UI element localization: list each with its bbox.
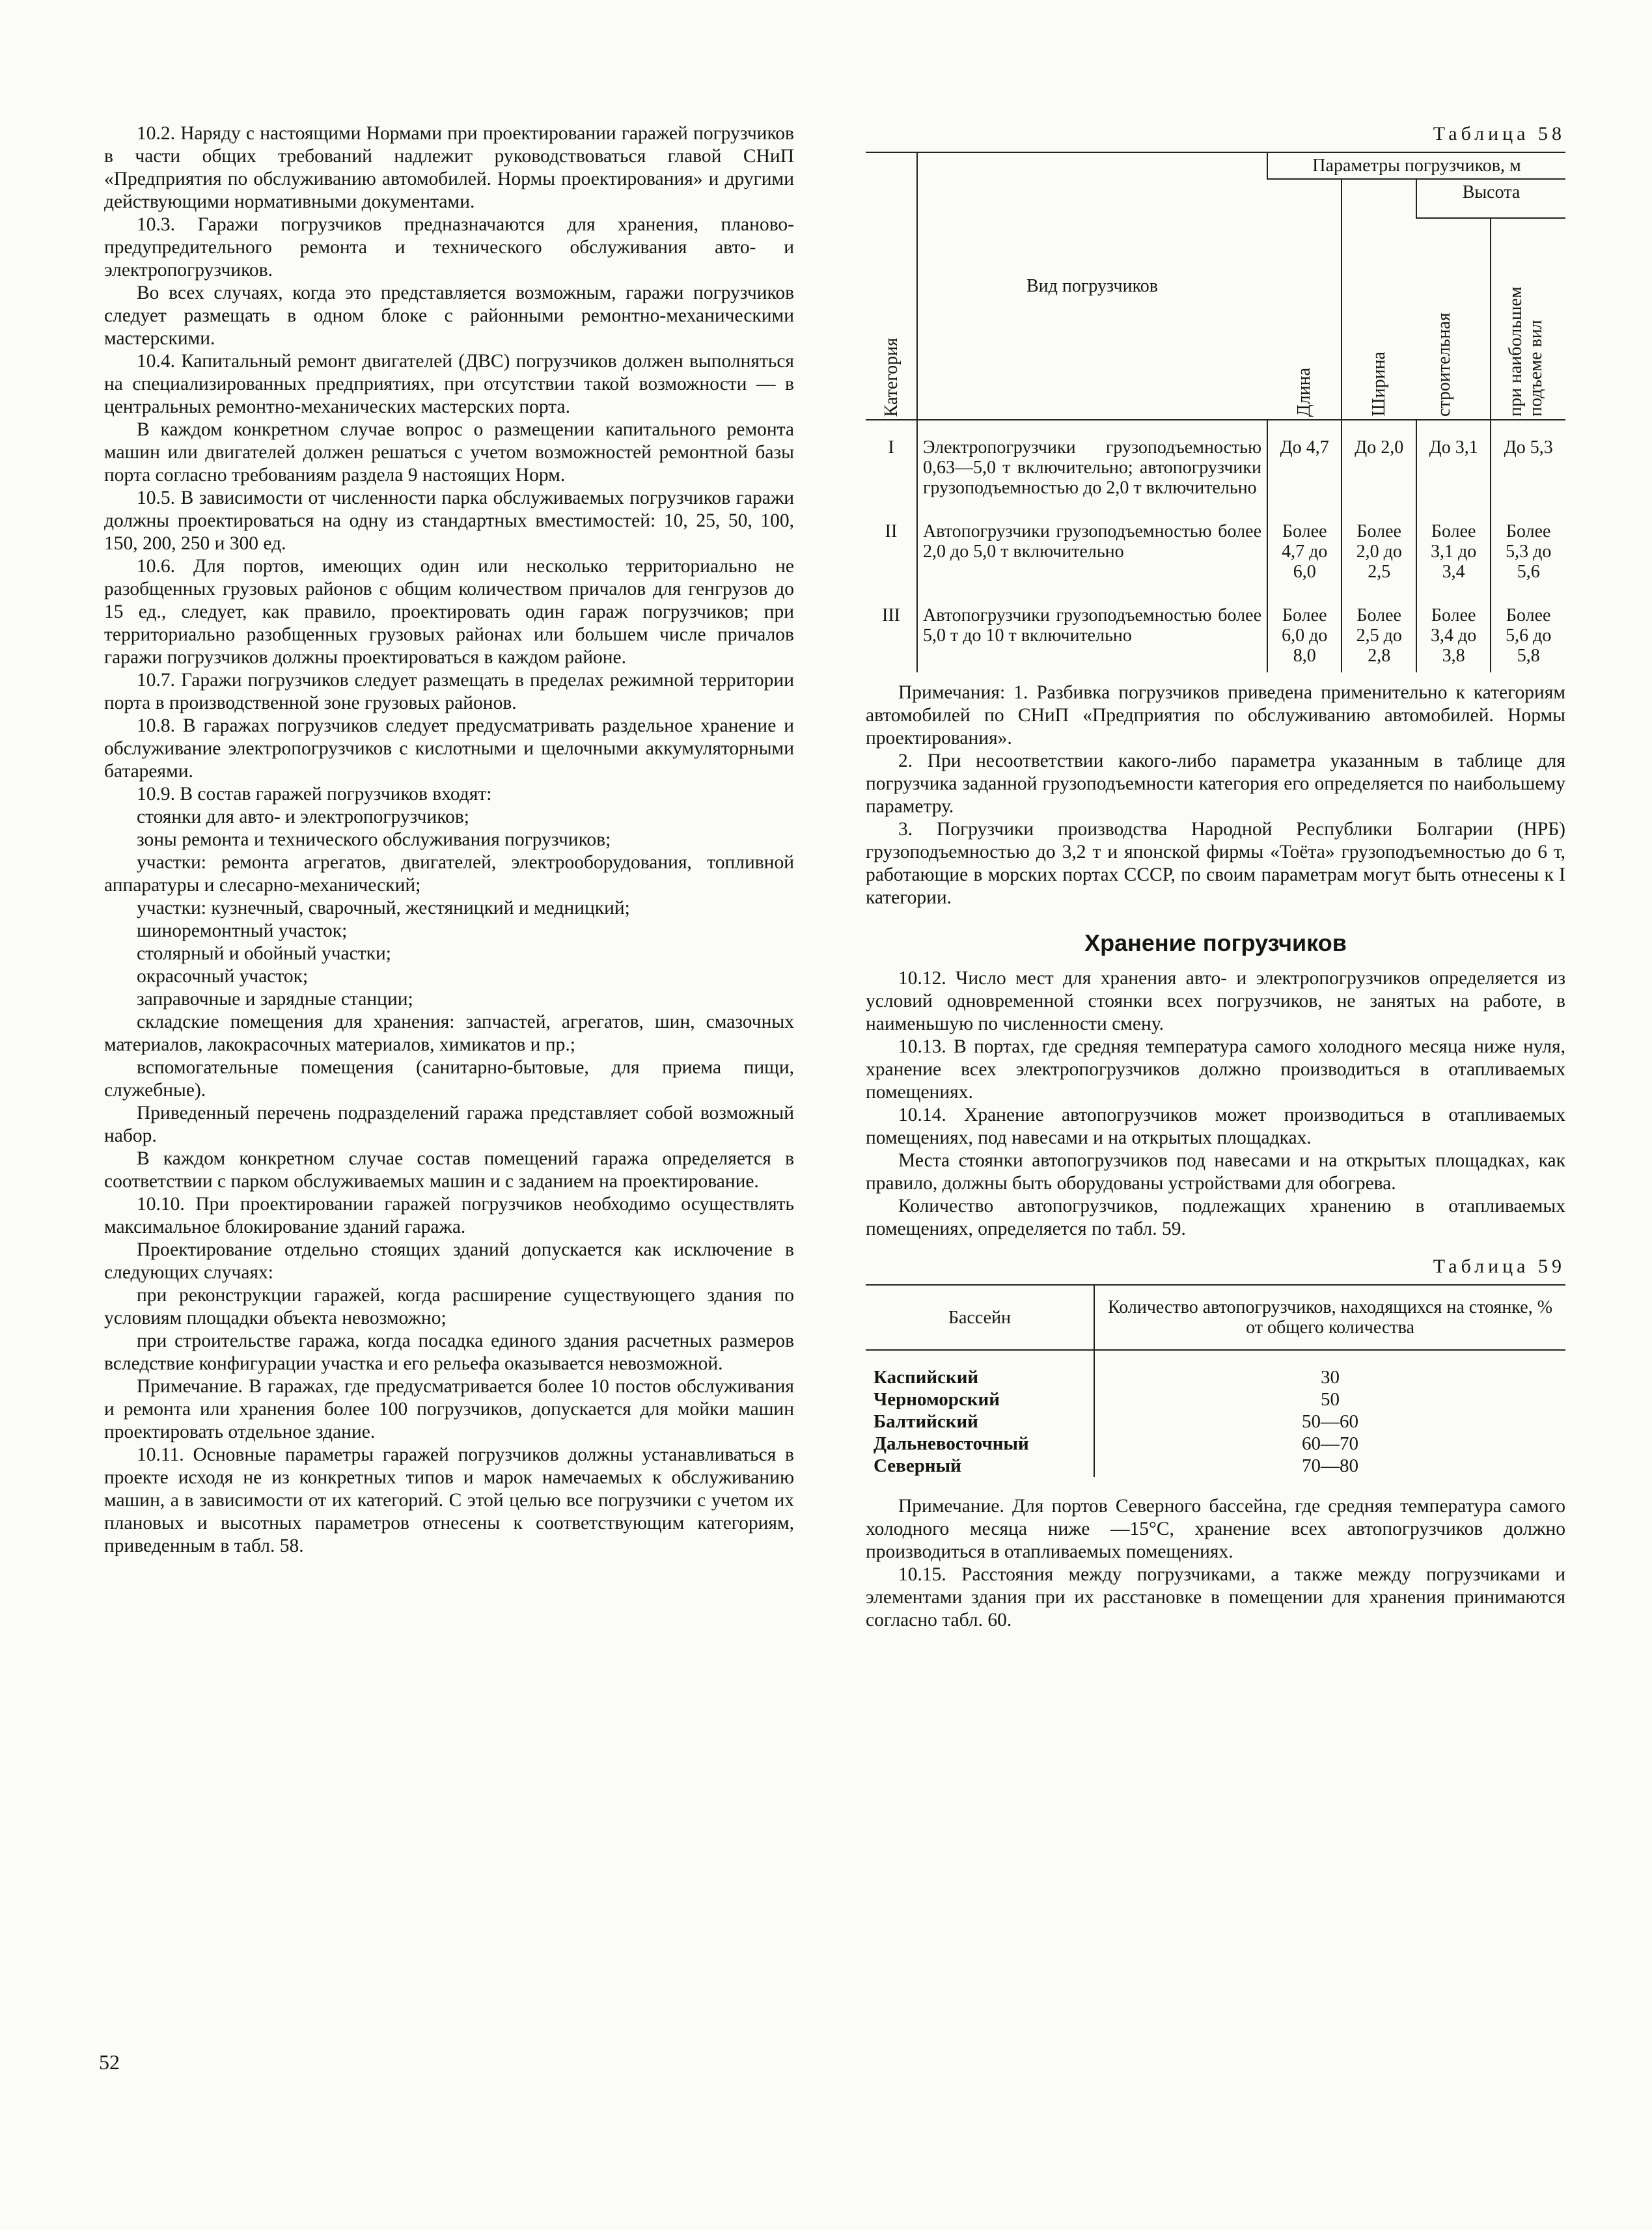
- cell-basin: Дальневосточный: [874, 1433, 1029, 1454]
- header-category: Категория: [866, 152, 917, 420]
- table-row: [866, 588, 1565, 672]
- page-number: 52: [99, 2050, 120, 2074]
- note: 3. Погрузчики производства Народной Республики Болгарии (НРБ) грузоподъемностью до 3,2 т и японской фирмы «Тоёта» грузоподъемностью до 6 т, работающие в морских портах СССР, по своим параметрам могут быть отнесены к I категории.: [866, 819, 1565, 908]
- paragraph: 10.8. В гаражах погрузчиков следует предусматривать раздельное хранение и обслуживание электропогрузчиков с кислотными и щелочными аккумуляторными батареями.: [104, 715, 794, 782]
- note: 2. При несоответствии какого-либо параметра указанным в таблице для погрузчика заданной грузоподъемности категория его определяется по наибольшему параметру.: [866, 750, 1565, 817]
- paragraph: 10.4. Капитальный ремонт двигателей (ДВС) погрузчиков должен выполняться на специализированных предприятиях, при отсутствии такой возможности — в центральных ремонтно-механических мастерских порта.: [104, 351, 794, 417]
- cell-value: 50—60: [1094, 1411, 1565, 1433]
- cell-value: 60—70: [1094, 1433, 1565, 1455]
- cell-width: До 2,0: [1342, 420, 1416, 504]
- list-item: участки: ремонта агрегатов, двигателей, электрооборудования, топливной аппаратуры и слесарно-механический;: [104, 852, 794, 896]
- list-item: вспомогательные помещения (санитарно-бытовые, для приема пищи, служебные).: [104, 1057, 794, 1101]
- cell-value: 30: [1094, 1350, 1565, 1388]
- list-item: зоны ремонта и технического обслуживания погрузчиков;: [137, 829, 611, 850]
- table-row: [866, 1411, 1565, 1433]
- cell-category: I: [888, 437, 894, 458]
- table-59-title: Таблица 59: [1433, 1256, 1565, 1277]
- cell-height-build: Более 3,4 до 3,8: [1416, 588, 1491, 672]
- paragraph: 10.15. Расстояния между погрузчиками, а также между погрузчиками и элементами здания при их расстановке в помещении для хранения принимаются согласно табл. 60.: [866, 1564, 1565, 1631]
- paragraph: В каждом конкретном случае вопрос о размещении капитального ремонта машин или двигателей должен решаться с учетом возможностей ремонтной базы порта согласно требованиям раздела 9 настоящих Норм.: [104, 419, 794, 486]
- table-row: [866, 504, 1565, 588]
- list-item: окрасочный участок;: [137, 966, 309, 987]
- paragraph: Приведенный перечень подразделений гаража представляет собой возможный набор.: [104, 1103, 794, 1146]
- cell-length: Более 4,7 до 6,0: [1267, 504, 1342, 588]
- header-quantity: Количество автопогрузчиков, находящихся на стоянке, % от общего количества: [1094, 1285, 1565, 1350]
- paragraph: 10.14. Хранение автопогрузчиков может производиться в отапливаемых помещениях, под навесами и на открытых площадках.: [866, 1105, 1565, 1148]
- header-height-lift: при наибольшем подъеме вил: [1491, 218, 1565, 420]
- paragraph: 10.13. В портах, где средняя температура самого холодного месяца ниже нуля, хранение всех электропогрузчиков должно производиться в отапливаемых помещениях.: [866, 1036, 1565, 1103]
- header-height-build: строительная: [1416, 218, 1491, 420]
- cell-basin: Каспийский: [874, 1367, 979, 1388]
- cell-kind: Электропогрузчики грузоподъемностью 0,63—5,0 т включительно; автопогрузчики грузоподъемностью до 2,0 т включительно: [917, 420, 1267, 504]
- paragraph: 10.7. Гаражи погрузчиков следует размещать в пределах режимной территории порта в производственной зоне грузовых районов.: [104, 670, 794, 713]
- cell-height-build: До 3,1: [1416, 420, 1491, 504]
- list-item: складские помещения для хранения: запчастей, агрегатов, шин, смазочных материалов, лакокрасочных материалов, химикатов и пр.;: [104, 1012, 794, 1055]
- paragraph: 10.9. В состав гаражей погрузчиков входят:: [137, 784, 492, 805]
- cell-height-lift: Более 5,6 до 5,8: [1491, 588, 1565, 672]
- paragraph: 10.6. Для портов, имеющих один или несколько территориально не разобщенных грузовых районов с общим количеством причалов для генгрузов до 15 ед., следует, как правило, проектировать один гараж погрузчиков; при территориально разобщенных грузовых районах или большем числе причалов гаражи погрузчиков должны проектироваться в каждом районе.: [104, 556, 794, 668]
- paragraph: 10.12. Число мест для хранения авто- и электропогрузчиков определяется из условий одновременной стоянки всех погрузчиков, не занятых на работе, в наименьшую по численности смену.: [866, 968, 1565, 1034]
- table-59: [866, 1284, 1565, 1477]
- table-row: [866, 1433, 1565, 1455]
- header-kind: Вид погрузчиков: [917, 152, 1267, 420]
- cell-basin: Балтийский: [874, 1411, 978, 1432]
- paragraph: В каждом конкретном случае состав помещений гаража определяется в соответствии с парком обслуживаемых машин и с заданием на проектирование.: [104, 1148, 794, 1192]
- table-row: [866, 1455, 1565, 1477]
- note: Примечания: 1. Разбивка погрузчиков приведена применительно к категориям автомобилей по СНиП «Предприятия по обслуживанию автомобилей. Нормы проектирования».: [866, 682, 1565, 749]
- cell-kind: Автопогрузчики грузоподъемностью более 2,0 до 5,0 т включительно: [917, 504, 1267, 588]
- paragraph: 10.5. В зависимости от численности парка обслуживаемых погрузчиков гаражи должны проектироваться на одну из стандартных вместимостей: 10, 25, 50, 100, 150, 200, 250 и 300 ед.: [104, 488, 794, 554]
- cell-width: Более 2,5 до 2,8: [1342, 588, 1416, 672]
- cell-height-lift: Более 5,3 до 5,6: [1491, 504, 1565, 588]
- paragraph: 10.10. При проектировании гаражей погрузчиков необходимо осуществлять максимальное блокирование зданий гаража.: [104, 1194, 794, 1237]
- cell-value: 50: [1094, 1388, 1565, 1411]
- list-item: стоянки для авто- и электропогрузчиков;: [137, 806, 469, 827]
- list-item: при строительстве гаража, когда посадка единого здания расчетных размеров вследствие конфигурации участка и его рельефа оказывается невозможной.: [104, 1330, 794, 1374]
- cell-kind: Автопогрузчики грузоподъемностью более 5,0 т до 10 т включительно: [917, 588, 1267, 672]
- note: Примечание. В гаражах, где предусматривается более 10 постов обслуживания и ремонта или хранения более 100 погрузчиков, допускается для мойки машин проектировать отдельное здание.: [104, 1376, 794, 1442]
- list-item: при реконструкции гаражей, когда расширение существующего здания по условиям площадки объекта невозможно;: [104, 1285, 794, 1328]
- header-height: Высота: [1416, 179, 1565, 218]
- cell-height-build: Более 3,1 до 3,4: [1416, 504, 1491, 588]
- header-length: Длина: [1267, 179, 1342, 420]
- cell-category: II: [885, 521, 898, 542]
- paragraph: Места стоянки автопогрузчиков под навесами и на открытых площадках, как правило, должны быть оборудованы устройствами для обогрева.: [866, 1150, 1565, 1194]
- left-column: [104, 122, 794, 1558]
- paragraph: 10.2. Наряду с настоящими Нормами при проектировании гаражей погрузчиков в части общих требований надлежит руководствоваться главой СНиП «Предприятия по обслуживанию автомобилей. Нормы проектирования» и другими действующими нормативными документами.: [104, 123, 794, 212]
- paragraph: 10.11. Основные параметры гаражей погрузчиков должны устанавливаться в проекте исходя не из конкретных типов и марок намечаемых к обслуживанию машин, а в зависимости от их категорий. С этой целью все погрузчики с учетом их плановых и высотных параметров отнесены к соответствующим категориям, приведенным в табл. 58.: [104, 1444, 794, 1556]
- header-basin: Бассейн: [866, 1285, 1094, 1350]
- header-width: Ширина: [1342, 179, 1416, 420]
- list-item: шиноремонтный участок;: [137, 920, 348, 941]
- paragraph: Проектирование отдельно стоящих зданий допускается как исключение в следующих случаях:: [104, 1239, 794, 1283]
- list-item: заправочные и зарядные станции;: [137, 989, 413, 1010]
- section-title: Хранение погрузчиков: [1084, 929, 1347, 956]
- paragraph: 10.3. Гаражи погрузчиков предназначаются для хранения, планово-предупредительного ремонта и технического обслуживания авто- и электропогрузчиков.: [104, 214, 794, 281]
- list-item: столярный и обойный участки;: [137, 943, 391, 964]
- list-item: участки: кузнечный, сварочный, жестяницкий и медницкий;: [137, 898, 630, 918]
- table-row: [866, 1350, 1565, 1388]
- right-column: [866, 122, 1565, 1632]
- paragraph: Количество автопогрузчиков, подлежащих хранению в отапливаемых помещениях, определяется по табл. 59.: [866, 1196, 1565, 1239]
- header-params: Параметры погрузчиков, м: [1267, 152, 1565, 179]
- cell-value: 70—80: [1094, 1455, 1565, 1477]
- cell-basin: Черноморский: [874, 1389, 1000, 1410]
- cell-length: До 4,7: [1267, 420, 1342, 504]
- note: Примечание. Для портов Северного бассейна, где средняя температура самого холодного месяца ниже —15°С, хранение всех автопогрузчиков должно производиться в отапливаемых помещениях.: [866, 1496, 1565, 1562]
- cell-basin: Северный: [874, 1455, 961, 1476]
- cell-category: III: [882, 605, 900, 626]
- paragraph: Во всех случаях, когда это представляется возможным, гаражи погрузчиков следует размещать в одном блоке с районными ремонтно-механическими мастерскими.: [104, 282, 794, 349]
- cell-height-lift: До 5,3: [1491, 420, 1565, 504]
- table-row: [866, 420, 1565, 504]
- table-row: [866, 1388, 1565, 1411]
- table-58: [866, 152, 1565, 672]
- cell-width: Более 2,0 до 2,5: [1342, 504, 1416, 588]
- table-58-title: Таблица 58: [1433, 123, 1565, 145]
- cell-length: Более 6,0 до 8,0: [1267, 588, 1342, 672]
